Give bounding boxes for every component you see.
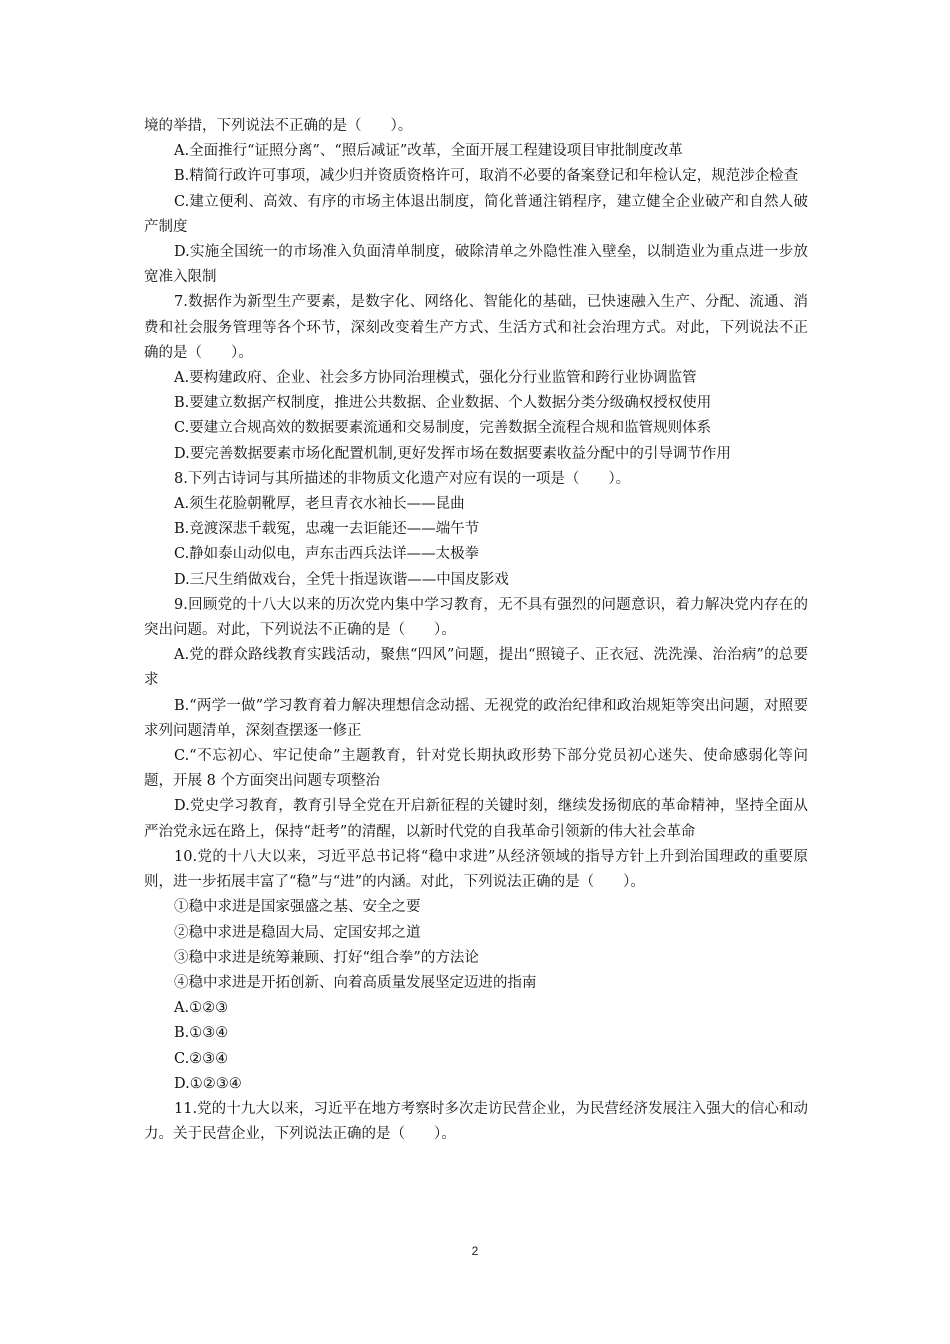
q9-option-a: A.党的群众路线教育实践活动，聚焦“四风”问题，提出“照镜子、正衣冠、洗洗澡、治治病”的总要求 [144, 647, 808, 689]
q6-option-c: C.建立便利、高效、有序的市场主体退出制度，简化普通注销程序，建立健全企业破产和自然人破产制度 [144, 193, 808, 235]
q7-stem: 7.数据作为新型生产要素，是数字化、网络化、智能化的基础，已快速融入生产、分配、流通、消费和社会服务管理等各个环节，深刻改变着生产方式、生活方式和社会治理方式。对此，下列说法不正确的是（ ）。 [144, 294, 808, 361]
q9-option-d: D.党史学习教育，教育引导全党在开启新征程的关键时刻，继续发扬彻底的革命精神，坚持全面从严治党永远在路上，保持“赶考”的清醒，以新时代党的自我革命引领新的伟大社会革命 [144, 798, 808, 840]
page-content [144, 114, 808, 1147]
q7-option-b: B.要建立数据产权制度，推进公共数据、企业数据、个人数据分类分级确权授权使用 [174, 395, 712, 412]
q10-statement-4: ④稳中求进是开拓创新、向着高质量发展坚定迈进的指南 [174, 974, 537, 991]
q10-option-a: A.①②③ [174, 1000, 229, 1017]
q7-option-c: C.要建立合规高效的数据要素流通和交易制度，完善数据全流程合规和监管规则体系 [174, 420, 712, 437]
q10-statement-1: ①稳中求进是国家强盛之基、安全之要 [174, 899, 421, 916]
q8-option-d: D.三尺生绡做戏台，全凭十指逞诙谐——中国皮影戏 [174, 571, 509, 588]
q6-option-a: A.全面推行“证照分离”、“照后减证”改革，全面开展工程建设项目审批制度改革 [174, 143, 683, 160]
q10-option-b: B.①③④ [174, 1025, 229, 1042]
q6-option-d: D.实施全国统一的市场准入负面清单制度，破除清单之外隐性准入壁垒，以制造业为重点进一步放宽准入限制 [144, 244, 808, 286]
q10-statement-3: ③稳中求进是统筹兼顾、打好“组合拳”的方法论 [174, 949, 479, 966]
q8-stem: 8.下列古诗词与其所描述的非物质文化遗产对应有误的一项是（ ）。 [174, 470, 631, 487]
q10-option-d: D.①②③④ [174, 1075, 242, 1092]
q10-statement-2: ②稳中求进是稳固大局、定国安邦之道 [174, 924, 421, 941]
q8-option-c: C.静如泰山动似电，声东击西兵法详——太极拳 [174, 546, 480, 563]
q6-stem-tail: 境的举措，下列说法不正确的是（ ）。 [144, 118, 413, 134]
q11-stem: 11.党的十九大以来，习近平在地方考察时多次走访民营企业，为民营经济发展注入强大的信心和动力。关于民营企业，下列说法正确的是（ ）。 [144, 1100, 808, 1143]
q10-stem: 10.党的十八大以来，习近平总书记将“稳中求进”从经济领域的指导方针上升到治国理政的重要原则，进一步拓展丰富了“稳”与“进”的内涵。对此，下列说法正确的是（ ）。 [144, 848, 808, 891]
q6-option-b: B.精简行政许可事项，减少归并资质资格许可，取消不必要的备案登记和年检认定，规范涉企检查 [174, 168, 799, 185]
q9-option-c: C.“不忘初心、牢记使命”主题教育，针对党长期执政形势下部分党员初心迷失、使命感弱化等问题，开展 8 个方面突出问题专项整治 [144, 748, 808, 790]
q9-stem: 9.回顾党的十八大以来的历次党内集中学习教育，无不具有强烈的问题意识，着力解决党内存在的突出问题。对此，下列说法不正确的是（ ）。 [144, 596, 808, 639]
page-number: 2 [471, 1244, 479, 1258]
q8-option-b: B.竞渡深悲千载冤，忠魂一去讵能还——端午节 [174, 521, 480, 538]
q10-option-c: C.②③④ [174, 1050, 229, 1067]
q7-option-d: D.要完善数据要素市场化配置机制,更好发挥市场在数据要素收益分配中的引导调节作用 [174, 445, 731, 462]
q8-option-a: A.须生花脸朝靴厚，老旦青衣水袖长——昆曲 [174, 496, 465, 513]
q7-option-a: A.要构建政府、企业、社会多方协同治理模式，强化分行业监管和跨行业协调监管 [174, 370, 697, 387]
q9-option-b: B.“两学一做”学习教育着力解决理想信念动摇、无视党的政治纪律和政治规矩等突出问题，对照要求列问题清单，深刻查摆逐一修正 [144, 697, 808, 739]
